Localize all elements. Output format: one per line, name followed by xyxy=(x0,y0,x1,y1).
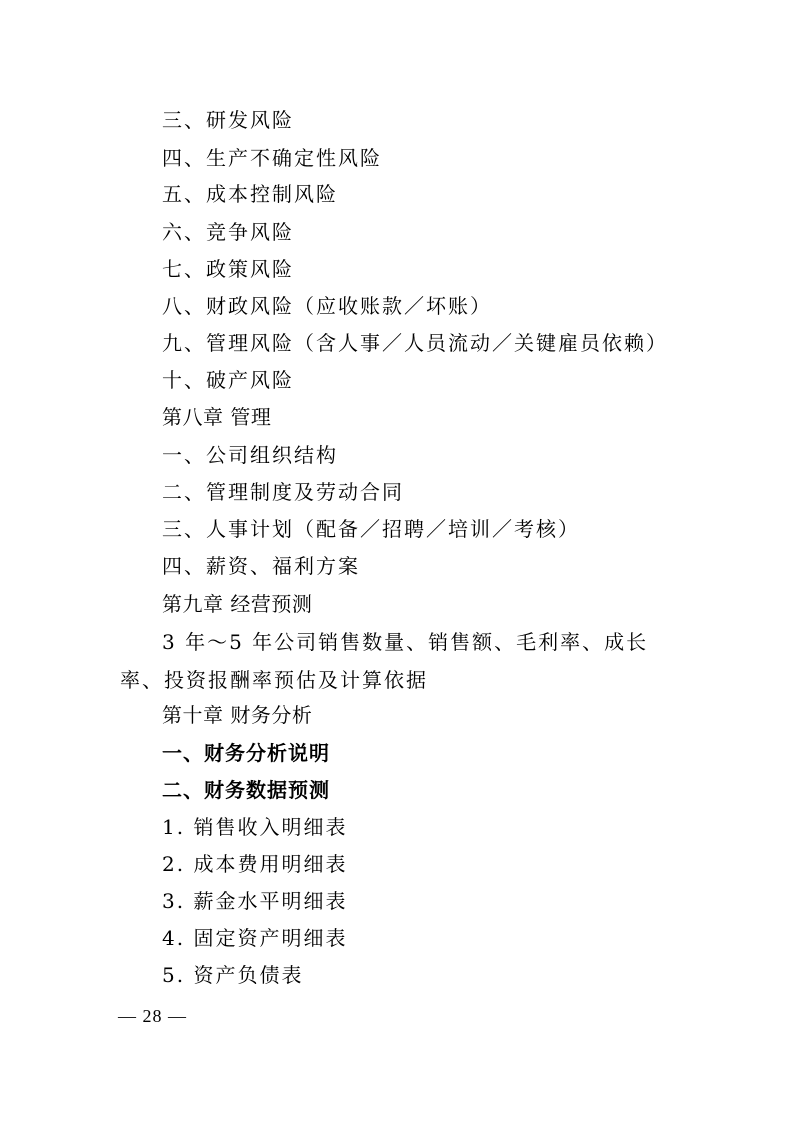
list-item-hr-plan: 三、人事计划（配备／招聘／培训／考核） xyxy=(162,517,580,541)
list-item-competition-risk: 六、竞争风险 xyxy=(162,220,294,244)
list-item-research-risk: 三、研发风险 xyxy=(162,108,294,132)
list-item-management-system: 二、管理制度及劳动合同 xyxy=(162,480,404,504)
chapter-heading-finance: 第十章 财务分析 xyxy=(162,703,313,727)
list-item-policy-risk: 七、政策风险 xyxy=(162,257,294,281)
list-item-salary-plan: 四、薪资、福利方案 xyxy=(162,554,360,578)
list-item-bankruptcy-risk: 十、破产风险 xyxy=(162,368,294,392)
list-item-production-risk: 四、生产不确定性风险 xyxy=(162,146,382,170)
list-item-cost-table: 2. 成本费用明细表 xyxy=(162,852,348,876)
list-item-sales-table: 1. 销售收入明细表 xyxy=(162,815,348,839)
page-number: — 28 — xyxy=(118,1006,187,1026)
list-item-assets-table: 4. 固定资产明细表 xyxy=(162,926,348,950)
list-item-cost-risk: 五、成本控制风险 xyxy=(162,182,338,206)
chapter-heading-forecast: 第九章 经营预测 xyxy=(162,592,313,616)
section-heading-finance-analysis: 一、财务分析说明 xyxy=(162,741,330,765)
list-item-salary-table: 3. 薪金水平明细表 xyxy=(162,889,348,913)
section-heading-finance-data: 二、财务数据预测 xyxy=(162,778,330,802)
list-item-finance-risk: 八、财政风险（应收账款／坏账） xyxy=(162,294,492,318)
list-item-balance-sheet: 5. 资产负债表 xyxy=(162,963,304,987)
forecast-paragraph: 3 年～5 年公司销售数量、销售额、毛利率、成长率、投资报酬率预估及计算依据 xyxy=(120,630,649,692)
list-item-org-structure: 一、公司组织结构 xyxy=(162,443,338,467)
list-item-management-risk: 九、管理风险（含人事／人员流动／关键雇员依赖） xyxy=(162,331,668,355)
chapter-heading-management: 第八章 管理 xyxy=(162,405,272,429)
